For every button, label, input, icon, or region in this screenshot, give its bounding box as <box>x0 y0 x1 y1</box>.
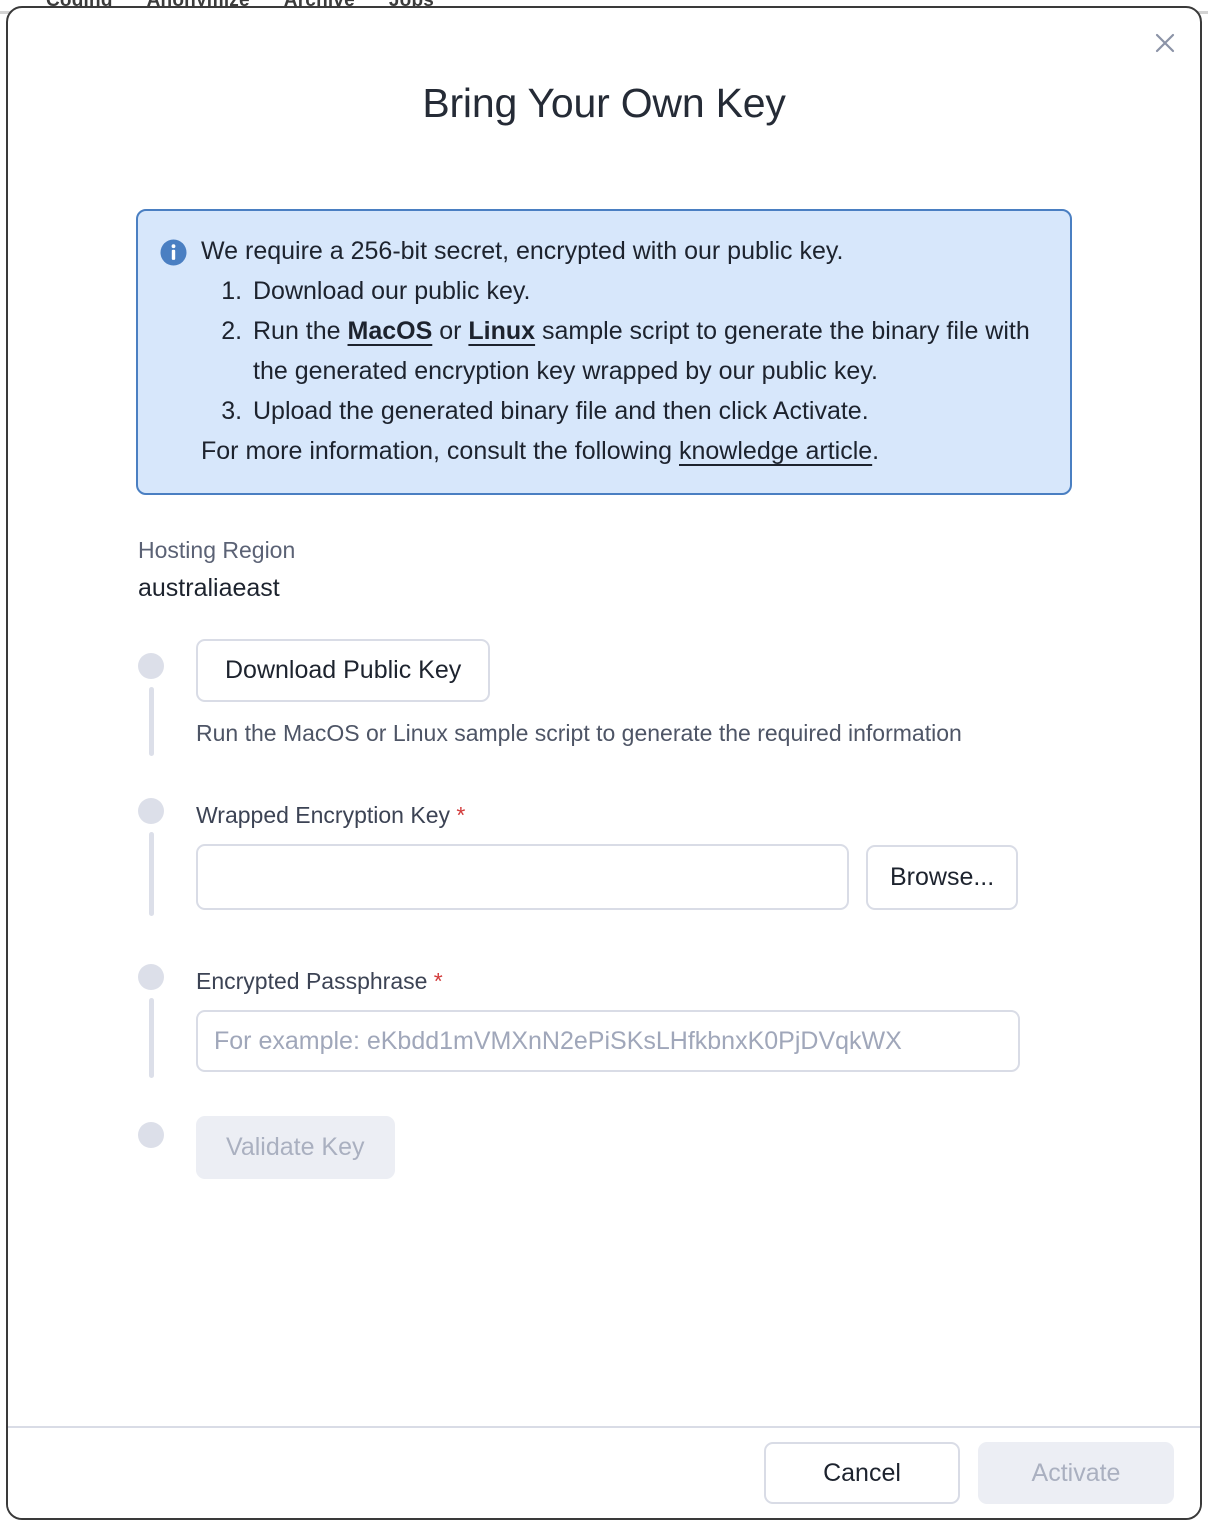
step-dot-passphrase <box>138 964 164 990</box>
step-download-public-key <box>138 633 1200 750</box>
step-dot-download <box>138 653 164 679</box>
macos-sample-script-link[interactable]: MacOS <box>347 317 433 345</box>
wrapped-encryption-key-input[interactable] <box>196 844 849 910</box>
encrypted-passphrase-label <box>196 964 1200 998</box>
page-title: Bring Your Own Key <box>422 80 786 126</box>
validate-key-button[interactable]: Validate Key <box>196 1116 395 1179</box>
activate-button[interactable]: Activate <box>978 1442 1174 1504</box>
browse-button[interactable]: Browse... <box>866 845 1018 910</box>
encrypted-passphrase-row <box>196 1010 1200 1072</box>
step-connector-passphrase <box>149 998 154 1078</box>
step-dot-validate <box>138 1122 164 1148</box>
hosting-region-label: Hosting Region <box>138 537 296 563</box>
step-encrypted-passphrase <box>138 950 1200 1072</box>
download-public-key-button[interactable]: Download Public Key <box>196 639 490 702</box>
download-step-help-text: Run the MacOS or Linux sample script to generate the required information <box>196 720 962 746</box>
hosting-region-value: australiaeast <box>138 574 280 602</box>
info-step-2-mid: or <box>432 317 469 345</box>
encrypted-passphrase-input[interactable] <box>196 1010 1020 1072</box>
info-step-list <box>201 271 1048 431</box>
info-callout-content <box>201 231 1048 471</box>
step-connector-download <box>149 687 154 756</box>
dialog-body <box>8 8 1200 1426</box>
info-step-2-suffix: sample script to generate the binary file with the generated encryption key wrapped by our public key. <box>253 317 1030 385</box>
info-circle-icon <box>160 239 187 266</box>
passphrase-required-asterisk: * <box>433 968 443 994</box>
info-footer-suffix: . <box>872 437 880 465</box>
step-dot-wrapped-key <box>138 798 164 824</box>
bring-your-own-key-dialog <box>6 6 1202 1520</box>
wrapped-encryption-key-label <box>196 798 1200 832</box>
info-step-2 <box>249 311 1048 391</box>
knowledge-article-link[interactable]: knowledge article <box>679 437 873 465</box>
info-callout <box>136 209 1072 495</box>
info-footer-line <box>201 431 1048 471</box>
info-step-3 <box>249 391 1048 431</box>
linux-sample-script-link[interactable]: Linux <box>468 317 536 345</box>
step-connector-wrapped-key <box>149 832 154 916</box>
close-icon[interactable] <box>1148 26 1182 60</box>
info-step-1 <box>249 271 1048 311</box>
cancel-button[interactable]: Cancel <box>764 1442 960 1504</box>
byok-stepper <box>138 633 1200 1179</box>
encrypted-passphrase-label-text: Encrypted Passphrase <box>196 968 428 994</box>
info-step-2-prefix: Run the <box>253 317 348 345</box>
dialog-footer <box>8 1426 1200 1518</box>
info-step-3-text: Upload the generated binary file and then click Activate. <box>253 397 869 425</box>
step-wrapped-encryption-key <box>138 784 1200 910</box>
wrapped-encryption-key-row <box>196 844 1200 910</box>
wrapped-key-required-asterisk: * <box>456 802 466 828</box>
info-step-1-text: Download our public key. <box>253 277 531 305</box>
hosting-region-block <box>138 533 1200 607</box>
info-lead-text: We require a 256-bit secret, encrypted with our public key. <box>201 237 844 265</box>
info-footer-prefix: For more information, consult the following <box>201 437 679 465</box>
step-validate-key <box>138 1108 1200 1179</box>
wrapped-encryption-key-label-text: Wrapped Encryption Key <box>196 802 450 828</box>
